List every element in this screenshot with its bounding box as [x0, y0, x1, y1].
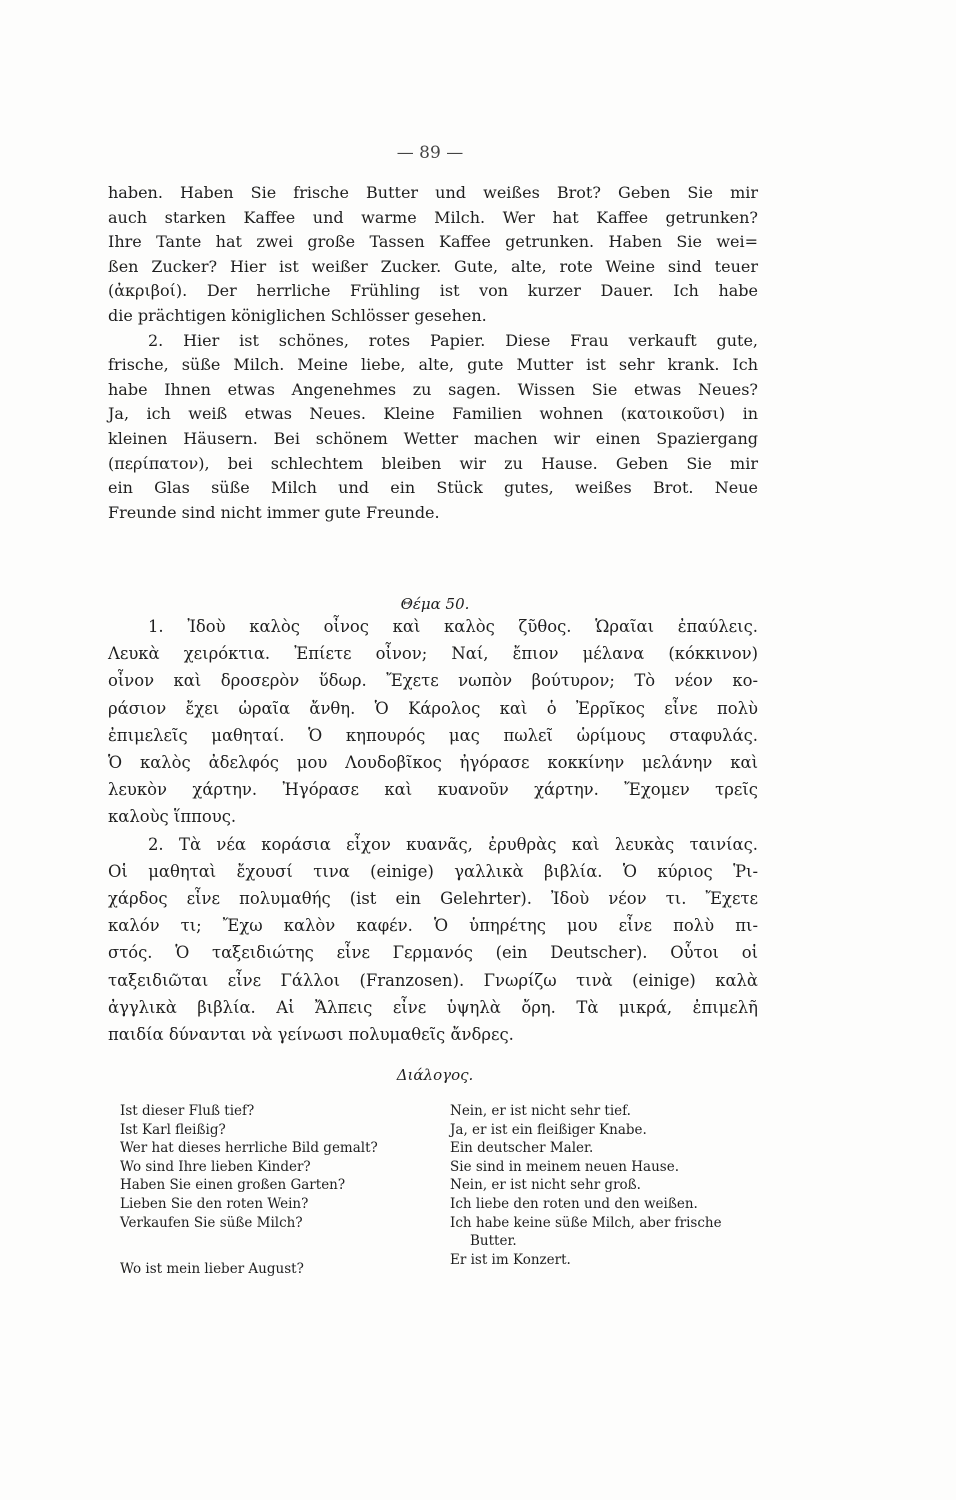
- text-line: οἶνον καὶ δροσερὸν ὕδωρ. Ἔχετε νωπὸν βούτυρον; Τὸ νέον κο-: [108, 671, 758, 691]
- dialog-question: Wo ist mein lieber August?: [120, 1261, 304, 1278]
- text-line: die prächtigen königlichen Schlösser gesehen.: [108, 305, 487, 325]
- text-line: Ja, ich weiß etwas Neues. Kleine Familien wohnen (κατοικοῦσι) in: [108, 404, 758, 424]
- greek-exercise-text: [108, 613, 758, 1048]
- dialog-answer: Nein, er ist nicht sehr groß.: [450, 1177, 641, 1194]
- text-line: ßen Zucker? Hier ist weißer Zucker. Gute, alte, rote Weine sind teuer: [108, 256, 758, 276]
- dialog-spacer: [120, 1232, 450, 1260]
- text-line: καλόν τι; Ἔχω καλὸν καφέν. Ὁ ὑπηρέτης μου εἶνε πολὺ πι-: [108, 916, 758, 936]
- text-line: παιδία δύνανται νὰ γείνωσι πολυμαθεῖς ἄνδρες.: [108, 1025, 514, 1045]
- text-line: Ihre Tante hat zwei große Tassen Kaffee getrunken. Haben Sie wei=: [108, 232, 758, 252]
- dialog-answers: [450, 1102, 750, 1269]
- text-line: frische, süße Milch. Meine liebe, alte, gute Mutter ist sehr krank. Ich: [108, 355, 758, 375]
- dialog-answer: Ja, er ist ein fleißiger Knabe.: [450, 1121, 647, 1138]
- dialog-question: Ist dieser Fluß tief?: [120, 1103, 255, 1119]
- dialog-question: Wer hat dieses herrliche Bild gemalt?: [120, 1140, 378, 1157]
- dialog-question: Haben Sie einen großen Garten?: [120, 1177, 346, 1194]
- text-line: Ὁ καλὸς ἀδελφός μου Λουδοβῖκος ἠγόρασε κοκκίνην μελάνην καὶ: [108, 753, 758, 773]
- text-line: kleinen Häusern. Bei schönem Wetter machen wir einen Spaziergang: [108, 428, 758, 448]
- text-line: haben. Haben Sie frische Butter und weißes Brot? Geben Sie mir: [108, 183, 758, 202]
- dialog-answer: Nein, er ist nicht sehr tief.: [450, 1103, 631, 1119]
- text-line: (ἀκριβοί). Der herrliche Frühling ist von kurzer Dauer. Ich habe: [108, 281, 758, 301]
- text-line: ράσιον ἔχει ὡραῖα ἄνθη. Ὁ Κάρολος καὶ ὁ Ἐρρῖκος εἶνε πολὺ: [108, 698, 758, 718]
- text-line: καλοὺς ἵππους.: [108, 807, 237, 827]
- text-line: 2. Hier ist schönes, rotes Papier. Diese Frau verkauft gute,: [148, 330, 758, 350]
- page-number: — 89 —: [396, 143, 464, 163]
- dialog-question: Wo sind Ihre lieben Kinder?: [120, 1158, 311, 1175]
- dialog-questions: [120, 1102, 450, 1279]
- text-line: (περίπατον), bei schlechtem bleiben wir zu Hause. Geben Sie mir: [108, 453, 758, 473]
- text-line: ein Glas süße Milch und ein Stück gutes, weißes Brot. Neue: [108, 478, 758, 498]
- text-line: 1. Ἰδοὺ καλὸς οἶνος καὶ καλὸς ζῦθος. Ὡραῖαι ἐπαύλεις.: [148, 617, 758, 636]
- text-line: habe Ihnen etwas Angenehmes zu sagen. Wissen Sie etwas Neues?: [108, 379, 758, 399]
- german-exercise-text: [108, 181, 758, 525]
- text-line: Λευκὰ χειρόκτια. Ἐπίετε οἶνον; Ναί, ἔπιον μέλανα (κόκκινον): [108, 644, 758, 664]
- dialog-answer: Ich liebe den roten und den weißen.: [450, 1195, 698, 1212]
- dialog-heading: Διάλογος.: [396, 1066, 474, 1084]
- dialog-answer: Sie sind in meinem neuen Hause.: [450, 1158, 679, 1175]
- text-line: χάρδος εἶνε πολυμαθής (ist ein Gelehrter). Ἰδοὺ νέον τι. Ἔχετε: [108, 889, 758, 909]
- text-line: 2. Τὰ νέα κοράσια εἶχον κυανᾶς, ἐρυθρὰς καὶ λευκὰς ταινίας.: [148, 834, 758, 854]
- dialog-question: Lieben Sie den roten Wein?: [120, 1195, 309, 1212]
- text-line: ταξειδιῶται εἶνε Γάλλοι (Franzosen). Γνωρίζω τινὰ (einige) καλὰ: [108, 970, 758, 990]
- text-line: Freunde sind nicht immer gute Freunde.: [108, 502, 440, 522]
- text-line: ἀγγλικὰ βιβλία. Αἱ Ἄλπεις εἶνε ὑψηλὰ ὄρη. Τὰ μικρά, ἐπιμελῆ: [108, 997, 758, 1017]
- dialog-answer: Ich habe keine süße Milch, aber frische: [450, 1214, 722, 1231]
- text-line: Οἱ μαθηταὶ ἔχουσί τινα (einige) γαλλικὰ βιβλία. Ὁ κύριος Ῥι-: [108, 861, 758, 881]
- text-line: ἐπιμελεῖς μαθηταί. Ὁ κηπουρός μας πωλεῖ ὡρίμους σταφυλάς.: [108, 725, 758, 745]
- dialog-question: Ist Karl fleißig?: [120, 1121, 226, 1138]
- dialog-answer: Ein deutscher Maler.: [450, 1140, 594, 1157]
- thema-heading: Θέμα 50.: [400, 595, 470, 613]
- text-line: auch starken Kaffee und warme Milch. Wer hat Kaffee getrunken?: [108, 207, 758, 227]
- dialog-answer: Er ist im Konzert.: [450, 1251, 571, 1268]
- dialog-answer: Butter.: [470, 1233, 517, 1250]
- text-line: στός. Ὁ ταξειδιώτης εἶνε Γερμανός (ein Deutscher). Οὗτοι οἱ: [108, 943, 758, 963]
- dialog-question: Verkaufen Sie süße Milch?: [120, 1214, 303, 1231]
- text-line: λευκὸν χάρτην. Ἠγόρασε καὶ κυανοῦν χάρτην. Ἔχομεν τρεῖς: [108, 780, 758, 800]
